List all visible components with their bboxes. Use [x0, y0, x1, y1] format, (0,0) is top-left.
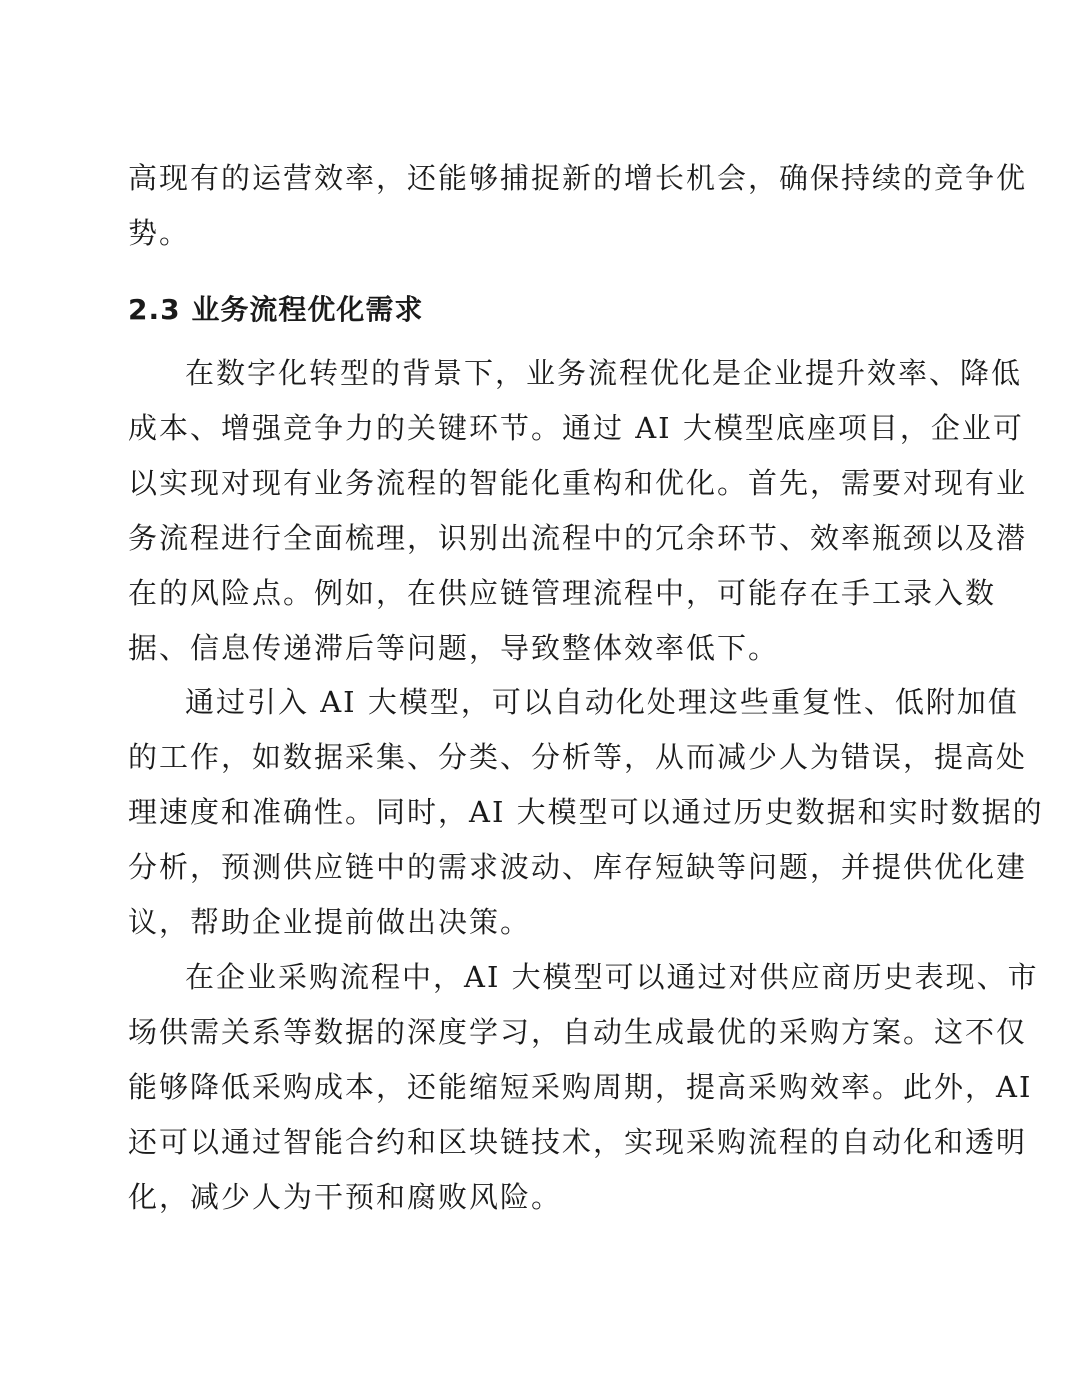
paragraph-line: 成本、增强竞争力的关键环节。通过 AI 大模型底座项目，企业可	[128, 411, 1024, 445]
paragraph-line: 势。	[128, 216, 191, 250]
paragraph-line: 据、信息传递滞后等问题，导致整体效率低下。	[128, 631, 780, 665]
paragraph-line: 议，帮助企业提前做出决策。	[128, 905, 532, 939]
paragraph-line: 还可以通过智能合约和区块链技术，实现采购流程的自动化和透明	[128, 1125, 1028, 1159]
paragraph-line: 分析，预测供应链中的需求波动、库存短缺等问题，并提供优化建	[128, 850, 1028, 884]
paragraph-line: 在数字化转型的背景下，业务流程优化是企业提升效率、降低	[185, 356, 1023, 390]
paragraph-line: 场供需关系等数据的深度学习，自动生成最优的采购方案。这不仅	[128, 1015, 1028, 1049]
paragraph-line: 高现有的运营效率，还能够捕捉新的增长机会，确保持续的竞争优	[128, 161, 1028, 195]
paragraph-line: 的工作，如数据采集、分类、分析等，从而减少人为错误，提高处	[128, 740, 1028, 774]
paragraph-line: 在的风险点。例如，在供应链管理流程中，可能存在手工录入数	[128, 576, 997, 610]
paragraph-line: 务流程进行全面梳理，识别出流程中的冗余环节、效率瓶颈以及潜	[128, 521, 1028, 555]
paragraph-line: 以实现对现有业务流程的智能化重构和优化。首先，需要对现有业	[128, 466, 1028, 500]
paragraph-line: 化，减少人为干预和腐败风险。	[128, 1180, 563, 1214]
paragraph-line: 能够降低采购成本，还能缩短采购周期，提高采购效率。此外，AI	[128, 1070, 1033, 1104]
paragraph-line: 理速度和准确性。同时，AI 大模型可以通过历史数据和实时数据的	[128, 795, 1044, 829]
section-heading: 2.3 业务流程优化需求	[128, 293, 424, 326]
paragraph-line: 在企业采购流程中，AI 大模型可以通过对供应商历史表现、市	[185, 960, 1039, 994]
paragraph-line: 通过引入 AI 大模型，可以自动化处理这些重复性、低附加值	[185, 685, 1019, 719]
